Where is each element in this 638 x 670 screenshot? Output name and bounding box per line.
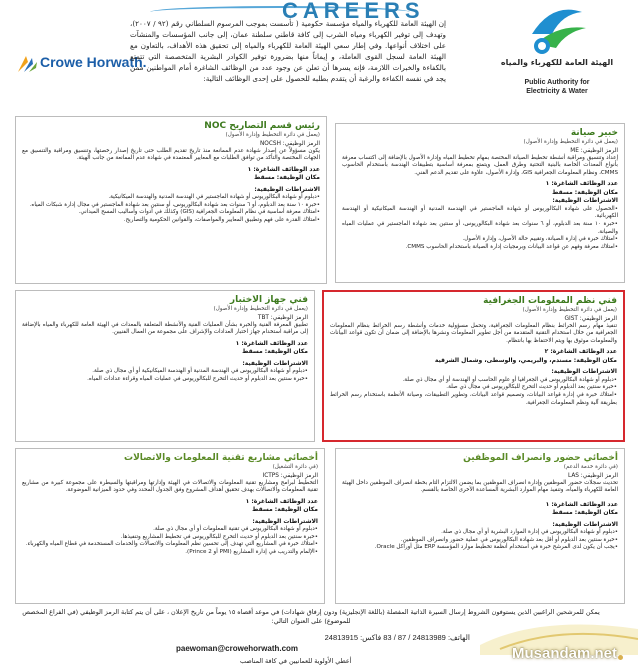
job-requirement: •امتلاك معرفة أساسية في نظام المعلومات الجغرافية (GIS) وكذلك في أدوات وأساليب المسح الميداني. bbox=[78, 209, 320, 216]
job-card-noc-permits-head bbox=[15, 116, 327, 284]
job-title: رئيس قسم التصاريح NOC bbox=[204, 121, 320, 131]
job-requirements-heading: الاشتراطات الوظيفية: bbox=[252, 517, 318, 525]
job-vacancies: عدد الوظائف الشاغرة: ٢ bbox=[544, 348, 617, 356]
musandam-watermark: Musandam.net bbox=[512, 645, 618, 662]
job-vacancies: عدد الوظائف الشاغرة: ١ bbox=[247, 165, 320, 173]
job-requirement: •امتلاك خبرة في إدارة الصيانة، وتقييم حالة الأصول، وإدارة الأصول. bbox=[462, 236, 618, 243]
job-vacancies: عدد الوظائف الشاغرة: ١ bbox=[245, 497, 318, 505]
job-vacancies: عدد الوظائف الشاغرة: ١ bbox=[545, 500, 618, 508]
job-department: (يعمل في دائرة التخطيط وإدارة الأصول) bbox=[225, 132, 320, 138]
job-requirements-heading: الاشتراطات الوظيفية: bbox=[551, 368, 617, 376]
job-title: فني نظم المعلومات الجغرافية bbox=[483, 296, 617, 306]
job-description: يكون مسؤولاً عن إصدار شهادة عدم الممانعة منذ تاريخ تقديم الطلب حتى تاريخ إصدار رخصتها، وتنسيق ومراقبة والتنسيق مع الجهات المختصة والتأكد من توافق الطلبات مع المعايير المعتمدة في شهادة عدم الممانعة من جانب الهيئة. bbox=[22, 147, 320, 162]
authority-emblem bbox=[498, 4, 616, 122]
job-requirement: •دبلوم أو شهادة البكالوريوس أو شهادة الماجستير في الهندسة المدنية والهندسة الميكانيكية. bbox=[108, 194, 320, 201]
job-requirement: •خبرة سنتين بعد الدبلوم أو أقل بعد شهادة البكالوريوس في عملية حضور وانصراف الموظفين. bbox=[400, 536, 618, 543]
job-location: مكان الوظيفة: مسقط bbox=[252, 506, 318, 514]
job-requirement: •خبرة سنتين بعد الدبلوم أو حديث التخرج للبكالوريوس في تخطيط المشاريع وتنفيذها. bbox=[120, 533, 318, 540]
authority-name-arabic: الهيئة العامة للكهرباء والمياه bbox=[500, 58, 614, 67]
job-requirements-heading: الاشتراطات الوظيفية: bbox=[254, 185, 320, 193]
job-requirements-heading: الاشتراطات الوظيفية: bbox=[552, 520, 618, 528]
job-requirement: •امتلاك خبرة في المشاريع التي تهدف إلى تحسين نظم المعلومات والاتصالات والخدمات المستخدمة في قطاع المياه والكهرباء. bbox=[25, 541, 318, 548]
job-location: مكان الوظيفة: مسقط bbox=[242, 348, 308, 356]
job-department: (في دائرة خدمة الدعم) bbox=[563, 464, 618, 470]
job-location: مكان الوظيفة: مسقط bbox=[254, 174, 320, 182]
job-requirement: •امتلاك خبرة في إدارة قواعد البيانات، وتصميم قواعد البيانات، وتطوير التطبيقات، وصيانة الأنظمة باستخدام رسم الخرائط بطريقة آلية ونظم المعلومات الجغرافية. bbox=[330, 391, 617, 406]
job-requirement: •امتلاك معرفة وفهم عن قواعد البيانات وبرمجيات إدارة الصيانة باستخدام الحاسوب CMMS. bbox=[405, 243, 618, 250]
authority-name-english bbox=[498, 78, 616, 96]
job-requirement: •الإلمام والتدريب في إدارة المشاريع (PMI أو Prince 2). bbox=[185, 548, 318, 555]
job-requirement: •خبرة سنتين بعد الدبلوم أو حديث التخرج للبكالوريوس في عمليات المياه وقراءة عدادات المياه. bbox=[87, 375, 308, 382]
job-requirement: •امتلاك القدرة على فهم وتطبيق المعايير والمواصفات، والقوانين الحكومية والتصاريح. bbox=[123, 216, 320, 223]
job-card-ict-projects-specialist bbox=[15, 448, 325, 604]
intro-paragraph: إن الهيئة العامة للكهرباء والمياه مؤسسة حكومية ( تأسست بموجب المرسوم السلطاني رقم (٩٢ / ٢٠٠٧)، وتهدف إلى توفير الكهرباء ومياه الشرب إلى كافة قاطني سلطنة عمان، إلى جانب المؤسسات والمنشآت على اختلاف أنواعها. وفي إطار سعي الهيئة العامة للكهرباء والمياه إلى تحقيق هذه الأهداف، بالتعاون مع الهيئة العامة لسجل القوى العاملة، و إيماناً منها بضرورة توفير الكوادر البشرية المتخصصة التي تتمتع بالكفاءة والخبرات اللازمة، فإنه يسرها أن تعلن عن وجود عدد من الوظائف الشاغرة أمام المواطنين ممن يجد في نفسه الكفاءة والرغبة أن يتقدم بطلبه للحصول على إحدى الوظائف التالية: bbox=[130, 19, 446, 83]
job-description: تحديث سجلات حضور الموظفين وإدارة انصراف الموظفين بما يضمن الالتزام التام بخطة انصراف الموظفين داخل الهيئة العامة للكهرباء والمياه، وتنفيذ مهام الموارد البشرية المساعدة الأخرى الخاصة بالقسم. bbox=[342, 479, 618, 494]
job-description: التخطيط لبرامج ومشاريع تقنية المعلومات والاتصالات في الهيئة وإدارتها ومراقبتها والسيطرة على مجموعة كبيرة من مشاريع تقنية المعلومات والاتصالات بهدف تحقيق أهداف المشروع وفق الجدول المحدد وفي حدود الميزانية الموضوعة. bbox=[22, 479, 318, 494]
job-requirement: •دبلوم أو شهادة البكالوريوس في الهندسة المدنية أو الهندسة الميكانيكية أو أي مجال ذي صلة. bbox=[92, 368, 308, 375]
job-code: الرمز الوظيفي: TBT bbox=[257, 314, 308, 321]
job-card-attendance-specialist bbox=[335, 448, 625, 604]
job-requirement: •خبرة ١٠ سنة بعد الدبلوم، أو ٦ سنوات بعد شهادة البكالوريوس، أو سنتين بعد شهادة الماجستير في عمليات المياه والصيانة. bbox=[342, 220, 618, 235]
job-department: (يعمل في دائرة التخطيط وإدارة الأصول) bbox=[213, 306, 308, 312]
job-title: أخصائي مشاريع تقنية المعلومات والاتصالات bbox=[124, 453, 318, 463]
crowe-leaf-icon bbox=[16, 54, 38, 74]
job-title: خبير صيانة bbox=[570, 128, 618, 138]
authority-name-english-line1: Public Authority for bbox=[524, 79, 590, 86]
job-description: إعداد وتنسيق ومراقبة أنشطة تخطيط الصيانة المختصة بمهام تخطيط المياه وإدارة الأصول بالإضافة إلى اكتساب معرفة بأنواع المعدات الخاصة بالبنية التحتية وطرق العمل، ويتمتع بمعرفة أساسية بتطبيقات الهندسة باستخدام الحاسوب CMMS، ونظام المعلومات الجغرافية GIS، وإدارة الأصول، علاوة على تقديم الدعم الفني. bbox=[342, 154, 618, 176]
job-location: مكان الوظيفة: مسندم، والبريمي، والوسطى، وشمال الشرقية bbox=[434, 356, 617, 364]
job-requirements-heading: الاشتراطات الوظيفية: bbox=[552, 197, 618, 205]
job-location: مكان الوظيفة: مسقط bbox=[552, 188, 618, 196]
job-card-gis-technician bbox=[322, 290, 625, 442]
authority-drop-logo-icon bbox=[522, 4, 592, 56]
job-description: تطبيق المعرفة الفنية والخبرة بشأن العمليات الفنية والأنشطة المتعلقة بالمعدات في الهيئة العامة للكهرباء والمياه بالإضافة إلى مراقبة استخدام جهاز اختبار العدادات والإشراف على مجموعة من العمال الفنيين. bbox=[22, 321, 308, 336]
job-card-test-equipment-technician bbox=[15, 290, 315, 442]
job-requirement: •الحصول على شهادة البكالوريوس أو شهادة الماجستير في الهندسة المدنية أو الهندسة الميكانيكية أو الهندسة الكهربائية. bbox=[342, 205, 618, 220]
contact-numbers: الهاتف: 24813989 / 87 / 83 فاكس: 24813915 bbox=[324, 633, 470, 642]
job-vacancies: عدد الوظائف الشاغرة: ١ bbox=[235, 339, 308, 347]
crowe-logo-text: Crowe Horwath. bbox=[40, 54, 147, 70]
job-department: (يعمل في دائرة التخطيط وإدارة الأصول) bbox=[522, 307, 617, 313]
job-requirement: •دبلوم أو شهادة البكالوريوس في إدارة الموارد البشرية أو أي مجال ذي صلة. bbox=[441, 529, 618, 536]
watermark-dot-icon bbox=[618, 655, 623, 660]
job-vacancies: عدد الوظائف الشاغرة: ١ bbox=[545, 180, 618, 188]
job-code: الرمز الوظيفي: NOCSH bbox=[259, 140, 320, 147]
job-requirements-heading: الاشتراطات الوظيفية: bbox=[242, 359, 308, 367]
job-requirement: •خبرة سنتين بعد الدبلوم أو حديث التخرج للبكالوريوس في مجال ذي صلة. bbox=[446, 384, 617, 391]
job-code: الرمز الوظيفي: LAS bbox=[567, 472, 618, 479]
job-code: الرمز الوظيفي: GIST bbox=[564, 315, 617, 322]
careers-heading: CAREERS bbox=[282, 0, 425, 23]
job-department: (في دائرة التشغيل) bbox=[272, 464, 318, 470]
job-code: الرمز الوظيفي: ME bbox=[570, 147, 618, 154]
job-card-maintenance-expert bbox=[335, 123, 625, 283]
job-requirement: •دبلوم أو شهادة البكالوريوس في الجغرافيا أو علوم الحاسب أو الهندسة أو أي مجال ذي صلة. bbox=[402, 376, 617, 383]
job-department: (يعمل في دائرة التخطيط وإدارة الأصول) bbox=[523, 139, 618, 145]
contact-email: paewoman@crowehorwath.com bbox=[176, 644, 299, 653]
job-title: أخصائي حضور وانصراف الموظفين bbox=[463, 453, 618, 463]
job-location: مكان الوظيفة: مسقط bbox=[552, 509, 618, 517]
job-description: تنفيذ مهام رسم الخرائط بنظام المعلومات الجغرافية، وتحمل مسؤولية خدمات وأنشطة رسم الخرائط بنظام المعلومات الجغرافية من خلال استخدام التقنية المتقدمة من أجل تطوير المعلومات ونشرها بالإضافة إلى ضمان أن تكون قواعد البيانات والمعلومات موثوق بها ويتم الاحتفاظ بها بانتظام. bbox=[330, 322, 617, 344]
job-requirement: •خبرة ١٠ سنة بعد الدبلوم، أو ٦ سنوات بعد شهادة البكالوريوس، أو سنتين بعد شهادة الماجستير في مجال إدارة شبكات المياه. bbox=[29, 201, 320, 208]
job-code: الرمز الوظيفي: ICTPS bbox=[262, 472, 318, 479]
application-instructions: يمكن للمرشحين الراغبين الذين يستوفون الشروط إرسال السيرة الذاتية المفصلة (باللغة الإنجليزية) ودون إرفاق شهادات) في موعد أقصاه ١٥ يوماً من تاريخ الإعلان ، على أن يتم كتابة الرمز الوظيفي (في الفراغ المخصص للموضوع) على العنوان التالي: bbox=[22, 608, 600, 625]
omani-priority-note: أعطي الأولوية للعمانيين في كافة المناصب bbox=[240, 657, 352, 665]
authority-name-english-line2: Electricity & Water bbox=[526, 88, 588, 95]
crowe-horwath-logo bbox=[16, 52, 147, 76]
job-requirement: •دبلوم أو شهادة البكالوريوس في تقنية المعلومات أو أي مجال ذي صلة. bbox=[153, 526, 318, 533]
job-title: فني جهاز الاختبار bbox=[229, 295, 308, 305]
job-requirement: •يجب أن يكون لدى المرشح خبرة في استخدام أنظمة تخطيط موارد المؤسسة ERP مثل أوراكل Oracle. bbox=[374, 544, 618, 551]
